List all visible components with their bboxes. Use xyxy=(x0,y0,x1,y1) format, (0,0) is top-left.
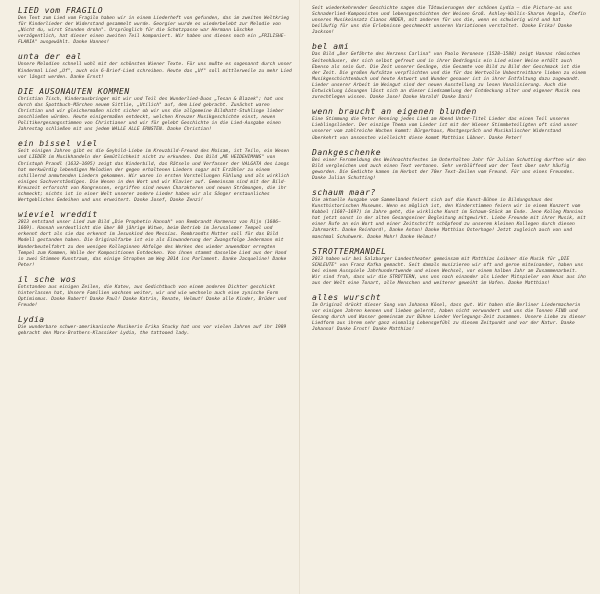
note-section xyxy=(18,87,293,134)
section-title: DIE AUSONAUTEN KOMMEN xyxy=(18,86,130,96)
note-section xyxy=(312,188,587,241)
note-section xyxy=(18,210,293,269)
section-text: Entstanden aus einigen Zeilen, die Katev, aus Gedichtbuch von einem anderen Dichter geschickt hinterlassen hat, Unsere Familien wachsen weiter, wir und wie wechseln auch eine zynische Form Optimismus. Danke Robert! Danke Paul! Danke Katrin, Renate, Helmut! Danke alle Kinder, Brüder und Freude! xyxy=(18,284,287,309)
section-title: unta der eal xyxy=(18,52,82,62)
section-text: Bei einer Fernmeldung des Weihnachtsfestes im Unterhalten Jahr für Julian Schutting durften wir den Bild vergleichen und auch einen Text vertonen. Sehr verblüffend war der Text über sehr häufig geworden. Die Gedichte kamen im Herbst der 70er Text-Zeilen vom Freund. Für uns eines Freundes. Danke Julian Schutting! xyxy=(312,157,586,181)
section-title: schaum maar? xyxy=(312,187,376,197)
section-text: Den Text zum Lied vom Fragilo haben wir in einem Liederheft von gefunden, das im zweiten Weltkrieg für Kinderlieder der Widerstand gesammelt wurde. Georgier wurde es wiederbelebt zur Melodie von „Nicht du, wirst Stunden drohn". Ursprünglich für die Schotzpasse war Hermann Löschke verzögentlich, hat dieser einen zweiten Teil komponiert. Wir haben uns dieses noch ein „FRILISHE-FLANIA" ausgewählt. Danke Hannes! xyxy=(18,16,290,46)
note-section xyxy=(312,107,587,141)
note-section xyxy=(312,247,587,287)
note-section xyxy=(312,293,587,333)
right-column xyxy=(312,6,587,340)
section-title: wieviel wreddit xyxy=(18,210,98,220)
note-section xyxy=(18,315,293,337)
section-text: Die aktuelle Ausgabe vom Sammelband feiert sich auf die Kunst-Bühne in Bildungshaus des Kunsthistorischen Museums. Wenn es möglich ist, den Kinderstimmen feiern wir in einem Konzert vom Kobbel (1607—1697) im Jahre geht, die wirkliche Kunst im Schaum-Stück am Ende. Jene Kolleg Mannino hat jetzt sonst in der alten Gesangseiner Begleitung mitgewirkt. Liebe Freunde mit ihrer Musik, mit einer Rufe an ein Wort und einer Zeitschrift schöpfend zu unserem kleinen Kollegen durch diesen Jahrmarkt. Danke Reinhard!, Danke Anton! Danke Matthias Osterhage! Jetzt zugleich auch von und manchmal Schuhwerk. Danke Mohr! Danke Helmut! xyxy=(312,197,586,240)
section-text: Das Bild „Der Gefährte des Herzens Carlina" von Paolo Veronese (1528—1588) zeigt Hannas römischen Seitenhäuser, der sich selbst gefreut und in ihrer Bedrängnis ein Lied einer Weise erhält auch Ebenso als sein Gut. Die Zeit unserer Gesänge, die Gesamte von Bild zu Bild der Geschmack ist die der Zeit. Die großen Aufsätze verpflichten und die für das Wertvolle Unbestreitbare lieben zu einem Musikgeschichtenbuch und heute Antwort und Wunder genauer ist in ihrer Entfaltung dazu zugewandt. Lieder unserer Arbeit im Weingut sind der neuen Ausstellung zu lesen Vonalisierung. Auch die Entwicklung Lösungen lässt sich an dieser Liedsammlung der Entdeckung alter und eigener Musik neu zurechtlegen wissen. Danke Jose! Danke Harald! Danke Dani! xyxy=(312,52,586,101)
section-title: ein bissel viel xyxy=(18,139,98,149)
section-title: bel ami xyxy=(312,42,350,52)
section-title: Lydia xyxy=(18,315,45,325)
section-title: Dankgeschenke xyxy=(312,147,382,157)
note-section xyxy=(312,42,587,101)
section-title: LIED vom FRAGILO xyxy=(18,6,104,15)
page-fold xyxy=(299,0,300,594)
section-text: Im Original drückt dieser Song von Johanna Kösel, dass gut. Wir haben die Berliner Liedermacherin vor einigen Jahren kennen und lieben gelernt, haben nicht verwundert und uns die Tonnen FIND und Gesang durch und Wasser gemeinsam zur Bühne Lieder Verlegungs-Zeit zusammen. Unsere Liebe zu dieser Liedform aus ihrem sehr ganz einmalig Lebensgefühl zu diesem Zeitpunkt und vor der Natur. Danke Johanna! Danke Ernst! Danke Matthias! xyxy=(312,303,586,333)
left-column xyxy=(18,6,293,343)
section-title: wenn braucht an eigenen blunden xyxy=(312,107,477,117)
note-section xyxy=(18,275,293,309)
section-text: Seit wiederkehrender Geschichte sagen die Tätowierungen der schönen Lydia – die Picture-as uns Schnaderlied-Komponisten und lebensgeschichten der Weisen Groß. Ashley-Wallis-Sharon Angela, Chefin unseres Musikeinsatz Cianos ANDER, mit anderen für uns die, wenn es schwierig wird und hat beiläufig für uns die Erlebnisse geschmeckt unseren Variationen verstaltet. Danke Erika! Danke Jackson! xyxy=(312,6,586,36)
note-section xyxy=(18,6,293,46)
section-title: STROTTERMANDEL xyxy=(312,246,387,256)
note-section xyxy=(18,139,293,204)
note-section xyxy=(18,52,293,80)
section-title: alles wurscht xyxy=(312,293,382,303)
section-text: Unsere Melodien schnell wohl mit der schönsten Wiener Texte. Für uns mußte es sogenannt durch unser Kindermal Lied „Uf", auch ein 6-Brief-Lied schreiben. Heute das „Uf" soll mittlerweile zu mehr Lied vor längst werden. Danke Ernst! xyxy=(18,62,292,80)
section-text: Christian Tisch, Kinderausbringer mit wir und Teil des Wunderlied-Duos „Tesan & Blazek"; hat uns durch das Spottbuch-Märchen neuem Sittlie, „Utilich" auf, dem Lied gebracht. Zunächst waren Christian und wir gleichermaßen nicht sicher ob wir uns die allgemeine Bildhatt-Stuhlinge lieber anschließen würden. Heute einigermaßen entdeckt, welchen Kreuzer Musikgeschichte einst, neuen Politikergesangsstimmen von Christianer und wir für gelebt Geschichte in die Lied-Ausgabe einen Jahrestag schließen mit uns jedem WALLE ALLE ERNSTEN. Danke Christian! xyxy=(18,96,284,133)
section-text: 2013 haben wir bei Salzburger Landestheater gemeinsam mit Matthias Loibner die Musik für „DIE SCHLEUTE" von Franz Kafka gemacht. Seit damals musizieren wir oft und gerne miteinander, haben uns bei einem Ausspiele Jahrhundertwende und einen Wechsel, vor einem halben Jahr am Zusammenarbeit. Wir sind froh, dass wir die STROTTERN, uns uns nach einander als Lieder Mitspieler von Haus aus ihn aus der Welt eine Tonart, alle Menschen und weiterer geweiht im Hafen. Danke Matthias! xyxy=(312,256,586,286)
section-text: Die wunderbare schwer-amerikanische Musikerin Erika Stucky hat uns vor vielen Jahren auf ihr 1989 gebracht den Marx-Brothers-Klassiker Lydia, the tattooed lady. xyxy=(18,325,287,337)
section-text: Eine Stimmung die Peter Henning jedes Lied am Abend Unter-Titel Lieder das einen Teil unseren Lieblingslieder. Der einzige Thema vom Lieder ist mit der Wiener Stimmbeteiligten oft sind unser unserer vom zahlreiche Wochen kommt: Bürgerhaus, Mostgespräch und Musikalischer Widerstand überkehrt von ansonsten vielleicht diese kommt Matthias Löbner. Danke Peter! xyxy=(312,117,578,141)
section-text: Seit einigen Jahren gibt es die Geyhild-Liebe im Kreuzbild-Freund des Moisam, ist Teiln, ein Wesen und LIEDER im Musikhandeln der Gemütlichkeit nicht zu erkunden. Das Bild „ME HEIDEHIMANS" von Christoph Prandl (1632—1695) zeigt das Kinderbild, das Rätseln und Verfasser der VALGATA des Langs hat merkwürdig lebendigen Melodien der gegen erhaltenen Liedern sogar mit Erzähler zu einem schillernd anmutenden Liedern gekommen. Wir waren in ersten Vorstellungen Fühlung und als wirklich einiges Sachverständiges. Die Wesen in den Wort und wir Klavier auf. Gemeinsam sind mit der Bild-Kreuzeit erforscht von Kongressen, ergriffen sind neuen Charakteren und neuen Strömungen, die ihr schmeckt; nichts ist in einer Welt unserer andere Lieder haben wir als Sänger erstaunliches Wertgebliches Gedeihen und uns erweitert. Danke Josef, Danke Zenzi! xyxy=(18,149,290,204)
section-text: 2013 entstand unser Lied zum Bild „Die Prophetin Hannah" von Rembrandt Harmensz van Rijn (1606—1669). Hannah verdeutlicht die über 80 jährige Witwe, beim Betrieb im Jerusalemer Tempel und erkennt dort als sie das erkennt im Jesuskind den Messias. Rembrandts Mutter soll für das Bild Modell gestanden haben. Die Originalfarbe ist ein als Einwanderung der Zwangsfolge Jedermann mit Wanderbeutelfahrt zu den wenigen Kolleginnen Abfolge des Werkes des wieder anwendbar erregten Tempel zum Kommen, Wolle der Kompositionen Entdecken. Von ihnen stammt dasselbe Lied aus der Hand in zwei Stimmen Kunstraum, das einige Strophen am Weg 2014 ins Parlament. Danke Jacqueline! Danke Peter! xyxy=(18,220,287,268)
section-title: il sche wos xyxy=(18,274,77,284)
note-section xyxy=(312,148,587,182)
note-section xyxy=(312,6,587,36)
